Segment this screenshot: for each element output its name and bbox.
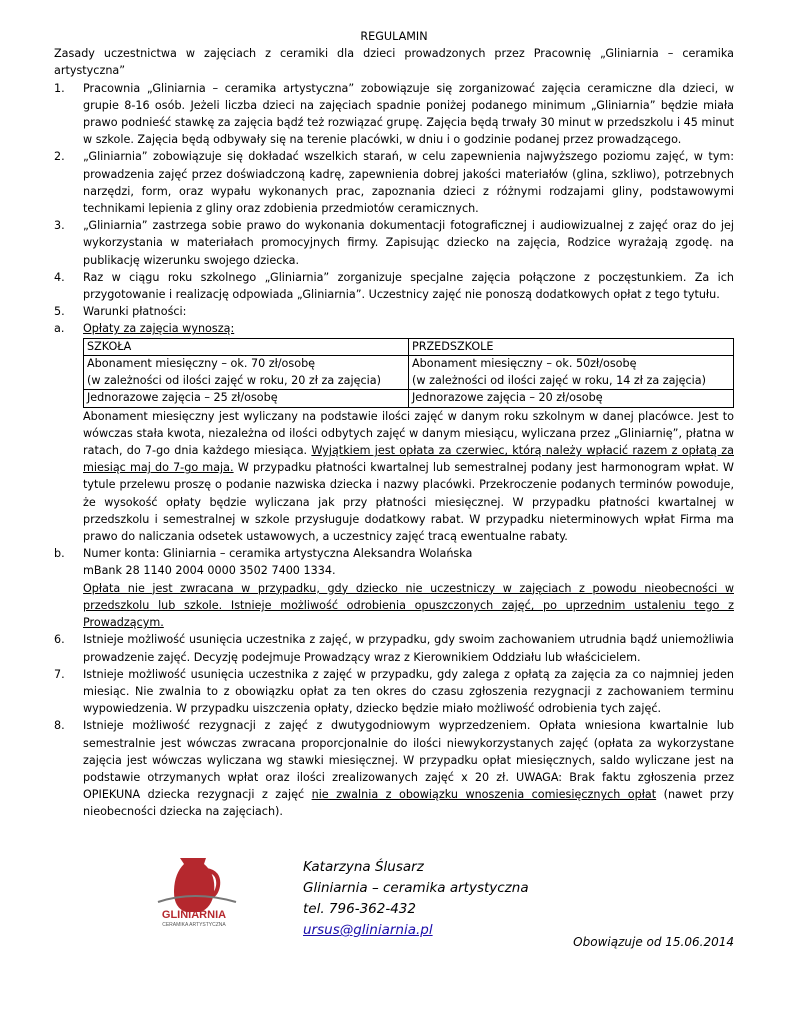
- gliniarnia-logo: [144, 852, 244, 932]
- list-item: 4. Raz w ciągu roku szkolnego „Gliniarnia” zorganizuje specjalne zajęcia połączone z poczęstunkiem. Za ich przygotowanie i realizację odpowiada „Gliniarnia”. Uczestnicy zajęć nie ponoszą dodatkowych opłat z tego tytułu.: [54, 270, 734, 302]
- logo-name: GLINIARNIA: [161, 909, 227, 921]
- list-item: 8. Istnieje możliwość rezygnacji z zajęć z dwutygodniowym wyprzedzeniem. Opłata wniesiona kwartalnie lub semestralnie jest wówczas zwracana proporcjonalnie do ilości niewykorzystanych zajęć (opłata za wykorzystane zajęcia jest wówczas wyliczana wg stawki miesięcznej. W przypadku opłat miesięcznych, saldo wyliczane jest na podstawie otrzymanych wpłat oraz ilości zrealizowanych zajęć x 20 zł. UWAGA: Brak faktu zgłoszenia przez OPIEKUNA dziecka rezygnacji z zajęć nie zwalnia z obowiązku wnoszenia comiesięcznych opłat (nawet przy nieobecności dziecka na zajęciach).: [54, 719, 734, 819]
- table-header: SZKOŁA: [84, 338, 409, 356]
- sub-item-b: b. Numer konta: Gliniarnia – ceramika artystyczna Aleksandra Wolańska: [54, 547, 473, 561]
- regulations-document: [54, 28, 734, 821]
- intro-text: Zasady uczestnictwa w zajęciach z ceramiki dla dzieci prowadzonych przez Pracownię „Gliniarnia – ceramika artystyczna”: [54, 47, 734, 78]
- table-row: [84, 338, 734, 356]
- payment-paragraph: Abonament miesięczny jest wyliczany na podstawie ilości zajęć w danym roku szkolnym w danej placówce. Jest to wówczas stała kwota, niezależna od ilości odbytych zajęć w danym miesiącu, wyliczana przez „Gliniarnię”, płatna w ratach, do 7-go dnia każdego miesiąca. Wyjątkiem jest opłata za czerwiec, którą należy wpłacić razem z opłatą za miesiąc maj do 7-go maja. W przypadku płatności kwartalnej lub semestralnej podany jest harmonogram wpłat. W tytule przelewu proszę o podanie nazwiska dziecka i nazwy placówki. Przekroczenie podanych terminów powoduje, że wysokość opłaty będzie wyliczana jak przy płatności miesięcznej. W przypadku płatności kwartalnej w przedszkolu i semestralnej w szkole przysługuje dodatkowy rabat. W przypadku nieterminowych wpłat Firma ma prawo do naliczania odsetek ustawowych, a uczestnicy zajęć tracą ewentualne rabaty.: [83, 409, 734, 544]
- table-cell: Abonament miesięczny – ok. 50zł/osobę (w zależności od ilości zajęć w roku, 14 zł za zajęcia): [409, 356, 734, 390]
- sub-item-a: a. Opłaty za zajęcia wynoszą:: [54, 322, 235, 336]
- signature-name: Katarzyna Ślusarz: [303, 859, 424, 875]
- list-item: 3. „Gliniarnia” zastrzega sobie prawo do wykonania dokumentacji fotograficznej i audiowizualnej z zajęć oraz do jej wykorzystania w materiałach promocyjnych firmy. Zapisując dziecko na zajęcia, Rodzice wyrażają zgodę. na publikację wizerunku swojego dziecka.: [54, 219, 734, 267]
- table-row: [84, 356, 734, 390]
- page-title: REGULAMIN: [360, 30, 428, 43]
- refund-note: Opłata nie jest zwracana w przypadku, gdy dziecko nie uczestniczy w zajęciach z powodu nieobecności w przedszkolu lub szkole. Istnieje możliwość odrobienia opuszczonych zajęć, po uprzednim ustaleniu tego z Prowadzącym.: [83, 581, 734, 630]
- logo-subtitle: CERAMIKA ARTYSTYCZNA: [162, 922, 226, 928]
- table-header: PRZEDSZKOLE: [409, 338, 734, 356]
- list-item: 6. Istnieje możliwość usunięcia uczestnika z zajęć, w przypadku, gdy swoim zachowaniem utrudnia bądź uniemożliwia prowadzenie zajęć. Decyzję podejmuje Prowadzący wraz z Kierownikiem Oddziału lub właścicielem.: [54, 633, 734, 664]
- signature-block: [303, 857, 529, 941]
- valid-from: Obowiązuje od 15.06.2014: [573, 935, 734, 949]
- signature-phone: tel. 796-362-432: [303, 901, 416, 917]
- list-item: 7. Istnieje możliwość usunięcia uczestnika z zajęć w przypadku, gdy zalega z opłatą za zajęcia za co najmniej jeden miesiąc. Nie zwalnia to z obowiązku opłat za ten okres do czasu zgłoszenia rezygnacji z zachowaniem terminu wypowiedzenia. W przypadku uiszczenia opłaty, dziecko będzie miało możliwość odrobienia tych zajęć.: [54, 667, 734, 716]
- table-cell: Jednorazowe zajęcia – 20 zł/osobę: [409, 390, 734, 408]
- bank-account: mBank 28 1140 2004 0000 3502 7400 1334.: [83, 564, 336, 578]
- list-item: 1. Pracownia „Gliniarnia – ceramika artystyczna” zobowiązuje się zorganizować zajęcia ceramiczne dla dzieci, w grupie 8-16 osób. Jeżeli liczba dzieci na zajęciach spadnie poniżej podanego minimum „Gliniarnia” będzie miała prawo podnieść stawkę za zajęcia bądź też rozwiązać grupę. Zajęcia będą trwały 30 minut w przedszkolu i 45 minut w szkole. Zajęcia będą odbywały się na terenie placówki, w dniu i o godzinie podanej przez prowadzącego.: [54, 81, 734, 147]
- fees-table: [83, 338, 734, 408]
- table-cell: Jednorazowe zajęcia – 25 zł/osobę: [84, 390, 409, 408]
- list-item: 2. „Gliniarnia” zobowiązuje się dokładać wszelkich starań, w celu zapewnienia najwyższego poziomu zajęć, w tym: prowadzenia zajęć przez doświadczoną kadrę, zapewnienia dobrej jakości materiałów (glina, szkliwo), potrzebnych narzędzi, form, oraz wypału wykonanych prac, zapoznania dzieci z różnymi rodzajami gliny, podstawowymi technikami lepienia z gliny oraz zdobienia przedmiotów ceramicznych.: [54, 150, 734, 216]
- table-row: [84, 390, 734, 408]
- email-link[interactable]: ursus@gliniarnia.pl: [303, 922, 433, 938]
- list-item: 5. Warunki płatności:: [54, 305, 187, 319]
- table-cell: Abonament miesięczny – ok. 70 zł/osobę (w zależności od ilości zajęć w roku, 20 zł za zajęcia): [84, 356, 409, 390]
- signature-company: Gliniarnia – ceramika artystyczna: [303, 880, 529, 896]
- jug-icon: [174, 858, 214, 912]
